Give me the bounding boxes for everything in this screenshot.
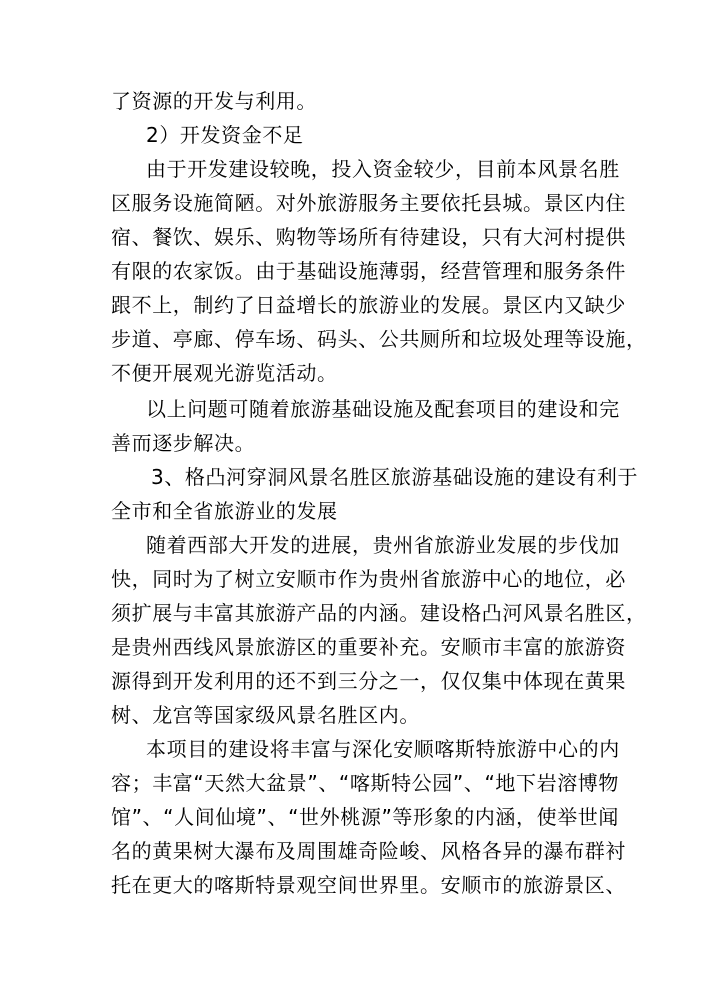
text-line: 不便开展观光游览活动。 <box>111 361 338 385</box>
text-line: 有限的农家饭。由于基础设施薄弱，经营管理和服务条件 <box>111 259 626 283</box>
text-line: 源得到开发利用的还不到三分之一，仅仅集中体现在黄果 <box>111 669 626 693</box>
text-line: 快，同时为了树立安顺市作为贵州省旅游中心的地位，必 <box>111 567 626 591</box>
text-line: 以上问题可随着旅游基础设施及配套项目的建设和完 <box>146 397 620 421</box>
text-line: 是贵州西线风景旅游区的重要补充。安顺市丰富的旅游资 <box>111 635 626 659</box>
text-line: 步道、亭廊、停车场、码头、公共厕所和垃圾处理等设施， <box>111 327 647 351</box>
section-heading: 2）开发资金不足 <box>146 123 304 147</box>
text-line: 本项目的建设将丰富与深化安顺喀斯特旅游中心的内 <box>146 737 620 761</box>
text-line: 由于开发建设较晚，投入资金较少，目前本风景名胜 <box>146 157 620 181</box>
text-line: 馆”、“人间仙境”、“世外桃源”等形象的内涵，使举世闻 <box>111 805 620 829</box>
text-line: 树、龙宫等国家级风景名胜区内。 <box>111 703 420 727</box>
text-line: 宿、餐饮、娱乐、购物等场所有待建设，只有大河村提供 <box>111 225 626 249</box>
text-line: 善而逐步解决。 <box>111 431 256 455</box>
text-line: 区服务设施简陋。对外旅游服务主要依托县城。景区内住 <box>111 191 626 215</box>
text-line: 容；丰富“天然大盆景”、“喀斯特公园”、“地下岩溶博物 <box>111 771 620 795</box>
text-line: 了资源的开发与利用。 <box>111 89 317 113</box>
text-line: 名的黄果树大瀑布及周围雄奇险峻、风格各异的瀑布群衬 <box>111 839 626 863</box>
section-heading: 全市和全省旅游业的发展 <box>111 499 338 523</box>
text-line: 随着西部大开发的进展，贵州省旅游业发展的步伐加 <box>146 533 620 557</box>
section-heading: 3、格凸河穿洞风景名胜区旅游基础设施的建设有利于 <box>151 465 639 489</box>
text-line: 跟不上，制约了日益增长的旅游业的发展。景区内又缺少 <box>111 293 626 317</box>
text-line: 托在更大的喀斯特景观空间世界里。安顺市的旅游景区、 <box>111 873 626 897</box>
text-line: 须扩展与丰富其旅游产品的内涵。建设格凸河风景名胜区， <box>111 601 647 625</box>
